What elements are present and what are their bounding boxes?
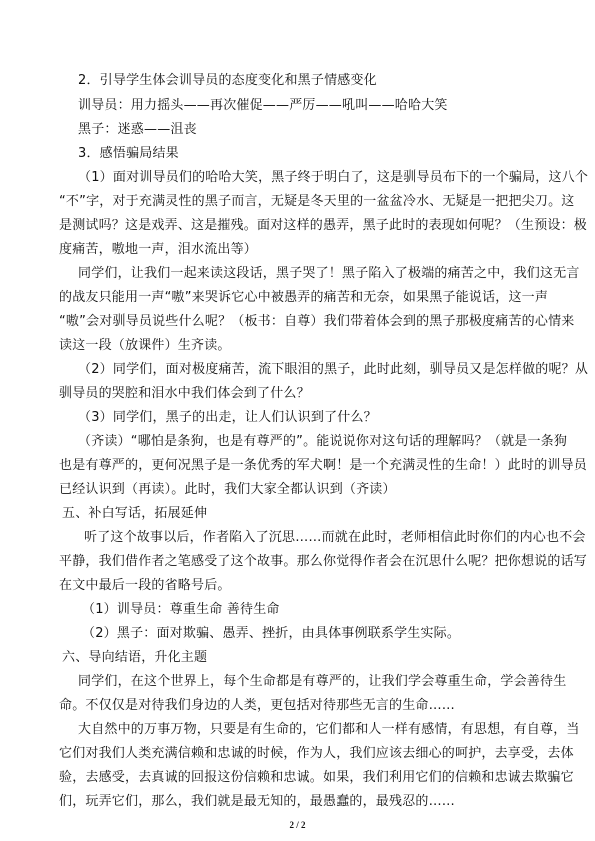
text-line: 平静，我们借作者之笔感受了这个故事。那么你觉得作者会在沉思什么呢？把你想说的话写 [59, 554, 588, 569]
text-line: （3）同学们，黑子的出走，让人们认识到了什么？ [78, 410, 377, 425]
text-line: （2）黑子：面对欺骗、愚弄、挫折，由具体事例联系学生实际。 [82, 626, 461, 641]
text-line: 已经认识到（再读）。此时，我们大家全都认识到（齐读） [59, 482, 396, 497]
text-line: 2．引导学生体会训导员的态度变化和黑子情感变化 [78, 73, 377, 88]
text-line: （2）同学们，面对极度痛苦，流下眼泪的黑子，此时此刻，驯导员又是怎样做的呢？从 [78, 362, 589, 377]
text-line: “嗷”会对驯导员说些什么呢？（板书：自尊）我们带着体会到的黑子那极度痛苦的心情来 [59, 314, 575, 329]
text-line: 同学们，在这个世界上，每个生命都是有尊严的，让我们学会尊重生命，学会善待生 [78, 674, 567, 689]
section-heading: 六、导向结语，升化主题 [62, 650, 208, 665]
text-line: 同学们，让我们一起来读这段话，黑子哭了！黑子陷入了极端的痛苦之中，我们这无言 [78, 266, 580, 281]
text-line: 是测试吗？这是戏弄、这是摧残。面对这样的愚弄，黑子此时的表现如何呢？（生预设：极 [59, 218, 588, 233]
text-line: 们，玩弄它们，那么，我们就是最无知的，最愚蠢的，最残忍的…… [59, 794, 456, 809]
text-line: 度痛苦，嗷地一声，泪水流出等） [59, 242, 258, 257]
text-line: 读这一段（放课件）生齐读。 [59, 338, 231, 353]
text-line: 在文中最后一段的省略号后。 [59, 578, 231, 593]
text-line: 3．感悟骗局结果 [78, 146, 179, 161]
text-line: 命。不仅仅是对待我们身边的人类，更包括对待那些无言的生命…… [59, 698, 456, 713]
text-line: 验，去感受，去真诚的回报这份信赖和忠诚。如果，我们利用它们的信赖和忠诚去欺骗它 [59, 770, 574, 785]
text-line: （1）训导员：尊重生命 善待生命 [82, 602, 280, 617]
text-line: 大自然中的万事万物，只要是有生命的，它们都和人一样有感情，有思想，有自尊，当 [78, 722, 580, 737]
text-line: 的战友只能用一声“嗷”来哭诉它心中被愚弄的痛苦和无奈，如果黑子能说话，这一声 [59, 290, 549, 305]
text-line: 驯导员的哭腔和泪水中我们体会到了什么？ [59, 386, 310, 401]
text-line: （齐读）“哪怕是条狗，也是有尊严的”。能说说你对这句话的理解吗？（就是一条狗 [78, 434, 568, 449]
section-heading: 五、补白写话，拓展延伸 [62, 506, 208, 521]
text-line: 它们对我们人类充满信赖和忠诚的时候，作为人，我们应该去细心的呵护，去享受，去体 [59, 746, 574, 761]
text-line: 训导员：用力摇头——再次催促——严厉——吼叫——哈哈大笑 [78, 98, 448, 113]
text-line: 黑子：迷惑——沮丧 [78, 122, 197, 137]
text-line: （1）面对训导员们的哈哈大笑，黑子终于明白了，这是驯导员布下的一个骗局，这八个 [78, 170, 589, 185]
text-line: “不”字，对于充满灵性的黑子而言，无疑是冬天里的一盆盆冷水、无疑是一把把尖刀。这 [59, 194, 575, 209]
page-number: 2 / 2 [289, 820, 306, 830]
text-line: 也是有尊严的，更何况黑子是一条优秀的军犬啊！是一个充满灵性的生命！）此时的训导员 [59, 458, 588, 473]
text-line: 听了这个故事以后，作者陷入了沉思……而就在此时，老师相信此时你们的内心也不会 [84, 530, 586, 545]
